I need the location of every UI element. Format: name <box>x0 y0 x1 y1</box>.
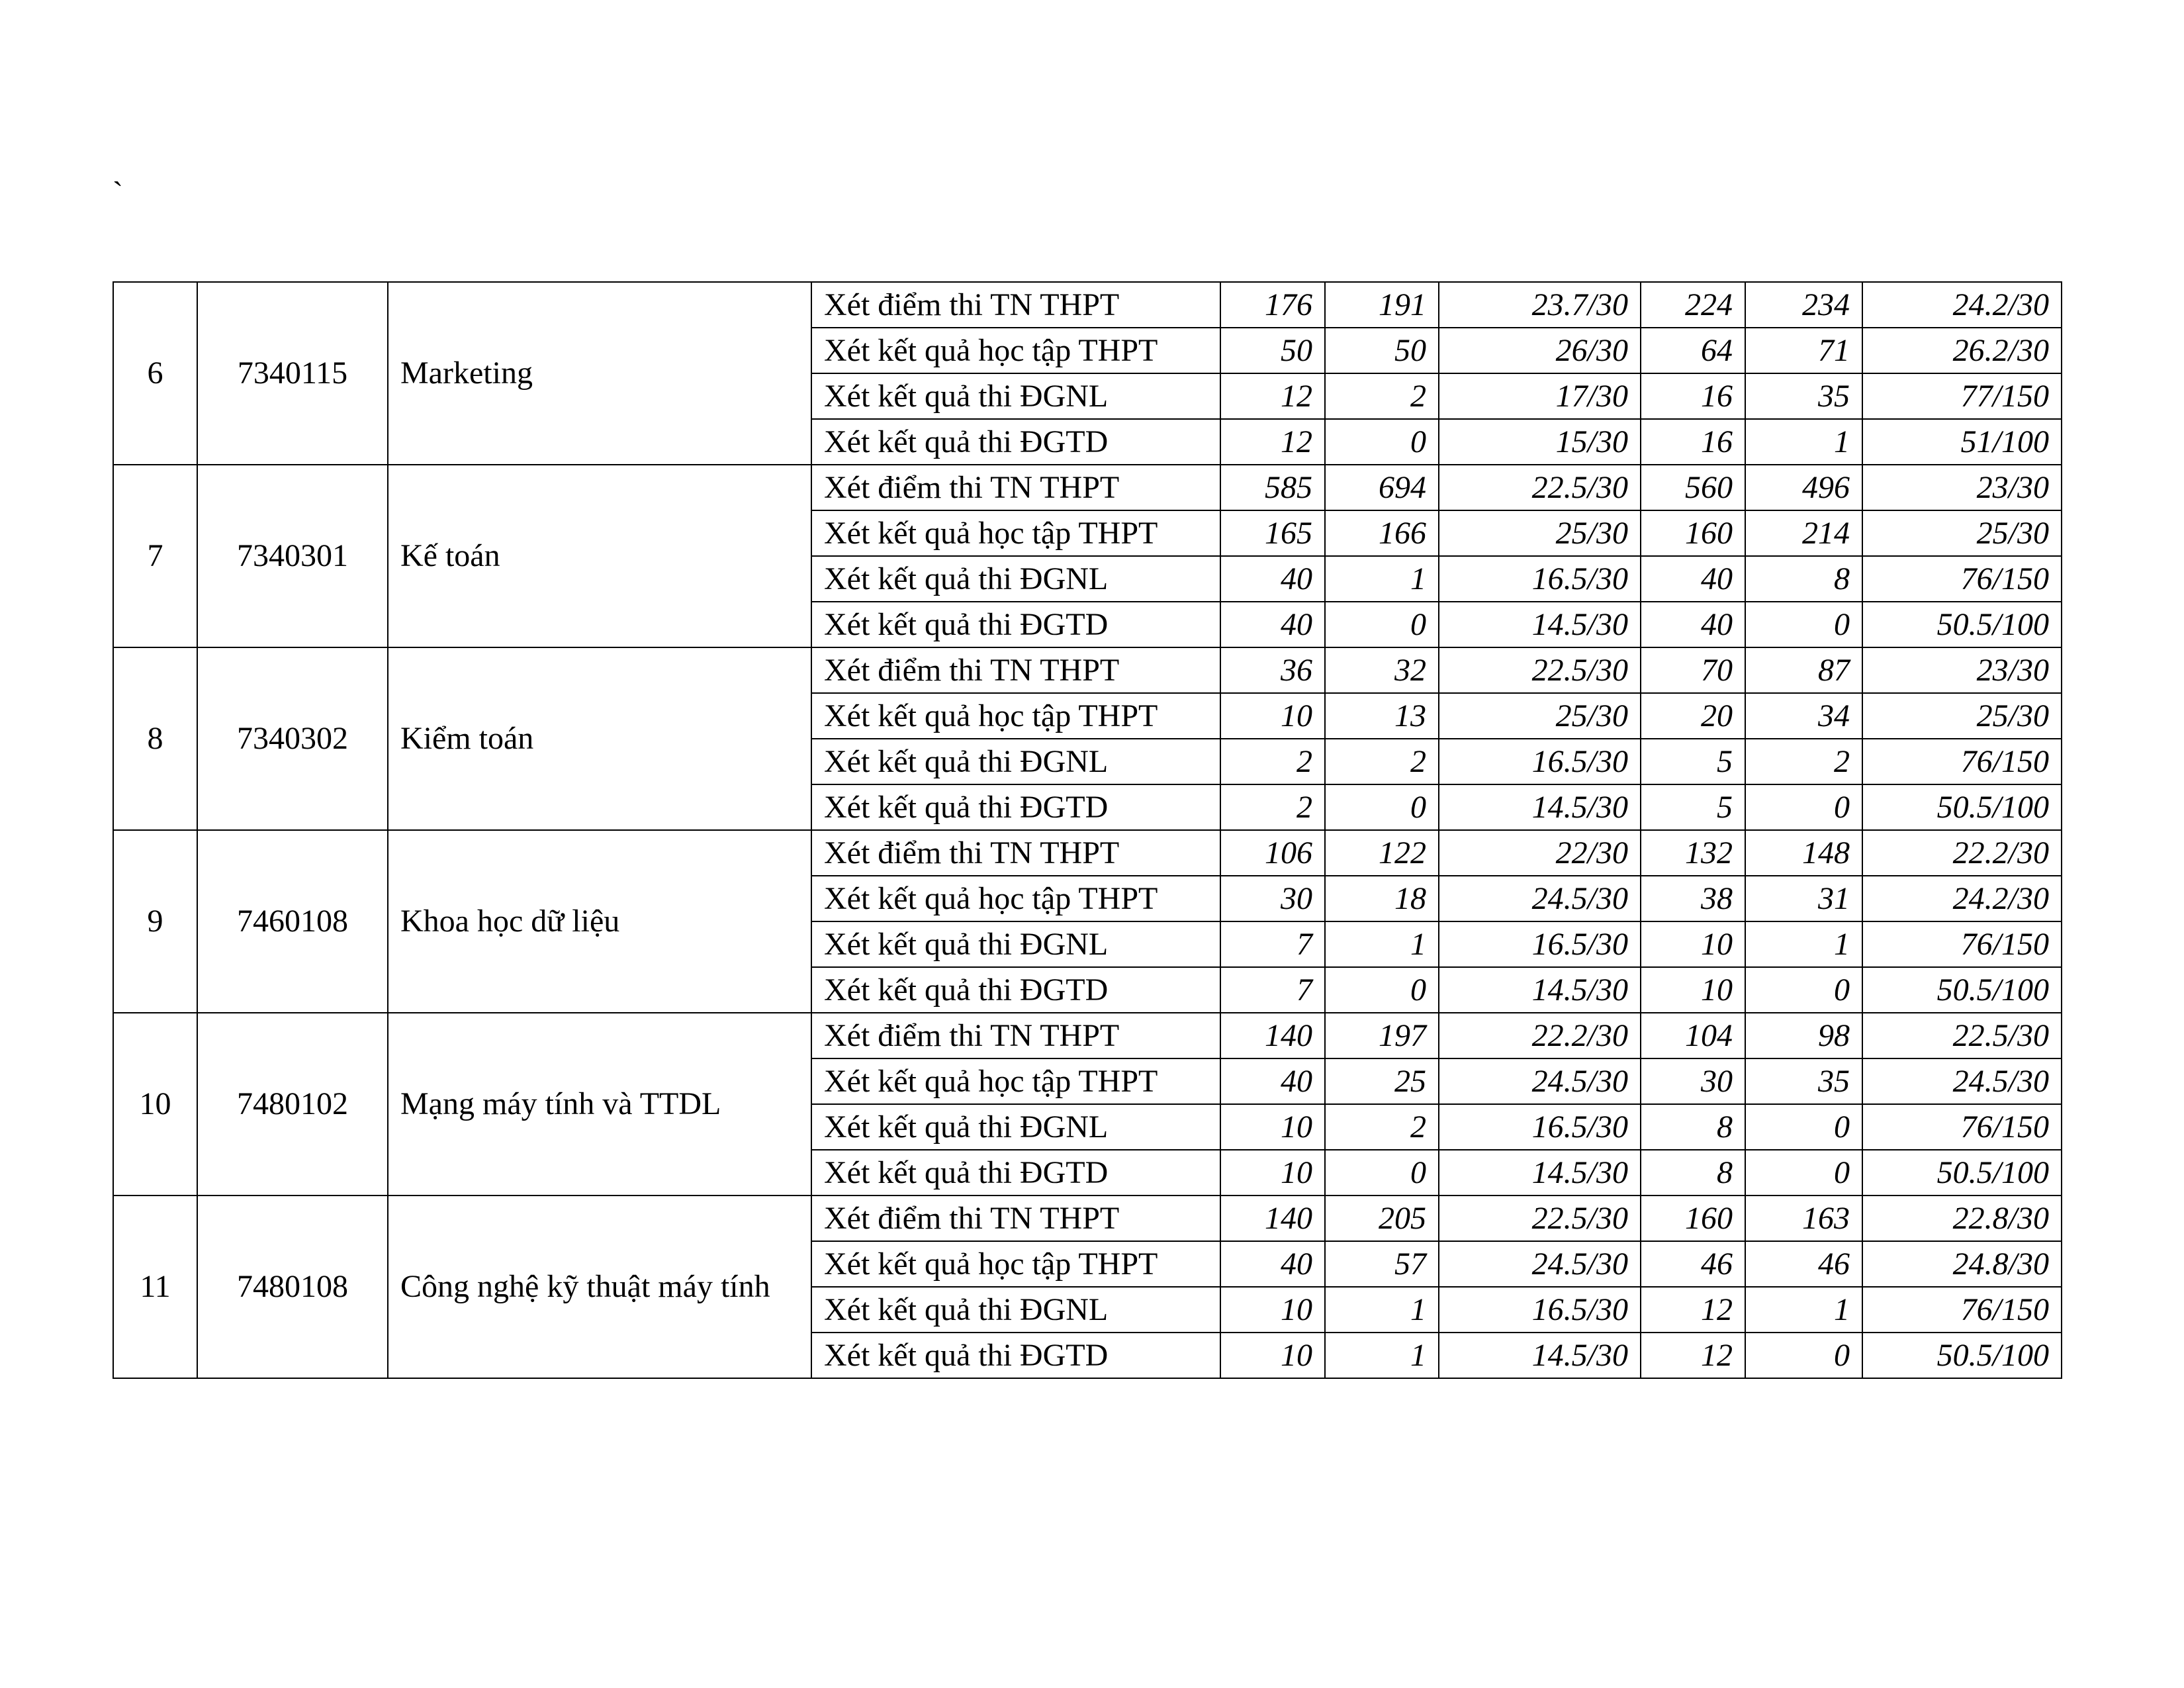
stray-mark: ` <box>113 175 123 211</box>
value-cell: 57 <box>1325 1241 1439 1287</box>
admission-method-cell: Xét điểm thi TN THPT <box>811 465 1220 510</box>
value-cell: 20 <box>1641 693 1745 739</box>
value-cell: 26.2/30 <box>1862 328 2062 373</box>
value-cell: 12 <box>1641 1333 1745 1378</box>
value-cell: 10 <box>1641 921 1745 967</box>
admission-method-cell: Xét điểm thi TN THPT <box>811 647 1220 693</box>
value-cell: 76/150 <box>1862 1104 2062 1150</box>
value-cell: 0 <box>1325 967 1439 1013</box>
value-cell: 1 <box>1745 921 1862 967</box>
value-cell: 15/30 <box>1439 419 1641 465</box>
admission-method-cell: Xét kết quả thi ĐGNL <box>811 739 1220 784</box>
value-cell: 76/150 <box>1862 921 2062 967</box>
value-cell: 16 <box>1641 419 1745 465</box>
value-cell: 50.5/100 <box>1862 1150 2062 1196</box>
value-cell: 1 <box>1745 419 1862 465</box>
value-cell: 24.5/30 <box>1862 1058 2062 1104</box>
value-cell: 132 <box>1641 830 1745 876</box>
program-code-cell: 7340301 <box>197 465 388 647</box>
value-cell: 22.2/30 <box>1439 1013 1641 1058</box>
value-cell: 16.5/30 <box>1439 921 1641 967</box>
admission-method-cell: Xét kết quả học tập THPT <box>811 876 1220 921</box>
value-cell: 14.5/30 <box>1439 602 1641 647</box>
value-cell: 25/30 <box>1862 510 2062 556</box>
value-cell: 30 <box>1641 1058 1745 1104</box>
value-cell: 694 <box>1325 465 1439 510</box>
value-cell: 8 <box>1641 1104 1745 1150</box>
value-cell: 51/100 <box>1862 419 2062 465</box>
value-cell: 76/150 <box>1862 1287 2062 1333</box>
value-cell: 10 <box>1220 1287 1325 1333</box>
value-cell: 160 <box>1641 1196 1745 1241</box>
value-cell: 1 <box>1325 1287 1439 1333</box>
value-cell: 176 <box>1220 282 1325 328</box>
program-code-cell: 7480108 <box>197 1196 388 1378</box>
admission-method-cell: Xét điểm thi TN THPT <box>811 830 1220 876</box>
value-cell: 7 <box>1220 967 1325 1013</box>
value-cell: 32 <box>1325 647 1439 693</box>
program-name-cell: Mạng máy tính và TTDL <box>388 1013 811 1196</box>
value-cell: 2 <box>1325 739 1439 784</box>
value-cell: 2 <box>1325 1104 1439 1150</box>
admission-method-cell: Xét kết quả thi ĐGTD <box>811 1333 1220 1378</box>
value-cell: 87 <box>1745 647 1862 693</box>
value-cell: 10 <box>1220 1333 1325 1378</box>
value-cell: 24.5/30 <box>1439 876 1641 921</box>
value-cell: 26/30 <box>1439 328 1641 373</box>
value-cell: 104 <box>1641 1013 1745 1058</box>
value-cell: 214 <box>1745 510 1862 556</box>
admission-method-cell: Xét kết quả học tập THPT <box>811 1058 1220 1104</box>
program-name-cell: Công nghệ kỹ thuật máy tính <box>388 1196 811 1378</box>
value-cell: 496 <box>1745 465 1862 510</box>
value-cell: 234 <box>1745 282 1862 328</box>
value-cell: 0 <box>1745 602 1862 647</box>
value-cell: 17/30 <box>1439 373 1641 419</box>
program-name-cell: Kế toán <box>388 465 811 647</box>
admission-method-cell: Xét điểm thi TN THPT <box>811 282 1220 328</box>
value-cell: 18 <box>1325 876 1439 921</box>
value-cell: 205 <box>1325 1196 1439 1241</box>
value-cell: 16.5/30 <box>1439 739 1641 784</box>
program-code-cell: 7340115 <box>197 282 388 465</box>
value-cell: 10 <box>1220 1104 1325 1150</box>
value-cell: 98 <box>1745 1013 1862 1058</box>
value-cell: 1 <box>1325 921 1439 967</box>
value-cell: 1 <box>1325 556 1439 602</box>
value-cell: 24.2/30 <box>1862 876 2062 921</box>
table-row <box>113 1013 2062 1058</box>
value-cell: 14.5/30 <box>1439 967 1641 1013</box>
value-cell: 16 <box>1641 373 1745 419</box>
value-cell: 0 <box>1325 602 1439 647</box>
value-cell: 40 <box>1220 1241 1325 1287</box>
value-cell: 5 <box>1641 784 1745 830</box>
value-cell: 50 <box>1220 328 1325 373</box>
admission-method-cell: Xét kết quả thi ĐGNL <box>811 556 1220 602</box>
admission-method-cell: Xét kết quả thi ĐGTD <box>811 419 1220 465</box>
value-cell: 30 <box>1220 876 1325 921</box>
admission-method-cell: Xét kết quả học tập THPT <box>811 1241 1220 1287</box>
program-code-cell: 7460108 <box>197 830 388 1013</box>
value-cell: 8 <box>1745 556 1862 602</box>
value-cell: 22.5/30 <box>1439 465 1641 510</box>
admission-method-cell: Xét điểm thi TN THPT <box>811 1013 1220 1058</box>
stt-cell: 8 <box>113 647 197 830</box>
value-cell: 12 <box>1641 1287 1745 1333</box>
value-cell: 148 <box>1745 830 1862 876</box>
value-cell: 10 <box>1220 1150 1325 1196</box>
admission-method-cell: Xét kết quả thi ĐGNL <box>811 1287 1220 1333</box>
table-row <box>113 282 2062 328</box>
value-cell: 0 <box>1745 1104 1862 1150</box>
value-cell: 35 <box>1745 1058 1862 1104</box>
value-cell: 10 <box>1641 967 1745 1013</box>
value-cell: 50.5/100 <box>1862 967 2062 1013</box>
value-cell: 22.2/30 <box>1862 830 2062 876</box>
value-cell: 2 <box>1745 739 1862 784</box>
value-cell: 7 <box>1220 921 1325 967</box>
value-cell: 2 <box>1220 784 1325 830</box>
value-cell: 23/30 <box>1862 647 2062 693</box>
value-cell: 16.5/30 <box>1439 1104 1641 1150</box>
admission-method-cell: Xét kết quả thi ĐGTD <box>811 1150 1220 1196</box>
value-cell: 160 <box>1641 510 1745 556</box>
value-cell: 46 <box>1641 1241 1745 1287</box>
value-cell: 38 <box>1641 876 1745 921</box>
table-body <box>113 282 2062 1378</box>
value-cell: 14.5/30 <box>1439 1333 1641 1378</box>
value-cell: 0 <box>1745 1333 1862 1378</box>
value-cell: 22.5/30 <box>1439 1196 1641 1241</box>
admissions-table <box>113 281 2062 1379</box>
value-cell: 50.5/100 <box>1862 784 2062 830</box>
value-cell: 34 <box>1745 693 1862 739</box>
value-cell: 5 <box>1641 739 1745 784</box>
value-cell: 16.5/30 <box>1439 556 1641 602</box>
stt-cell: 7 <box>113 465 197 647</box>
value-cell: 165 <box>1220 510 1325 556</box>
admission-method-cell: Xét kết quả thi ĐGNL <box>811 921 1220 967</box>
value-cell: 12 <box>1220 419 1325 465</box>
value-cell: 140 <box>1220 1196 1325 1241</box>
program-code-cell: 7480102 <box>197 1013 388 1196</box>
admission-method-cell: Xét điểm thi TN THPT <box>811 1196 1220 1241</box>
value-cell: 197 <box>1325 1013 1439 1058</box>
program-code-cell: 7340302 <box>197 647 388 830</box>
admission-method-cell: Xét kết quả học tập THPT <box>811 510 1220 556</box>
stt-cell: 10 <box>113 1013 197 1196</box>
value-cell: 46 <box>1745 1241 1862 1287</box>
value-cell: 24.8/30 <box>1862 1241 2062 1287</box>
table-row <box>113 830 2062 876</box>
value-cell: 10 <box>1220 693 1325 739</box>
value-cell: 12 <box>1220 373 1325 419</box>
value-cell: 23/30 <box>1862 465 2062 510</box>
value-cell: 71 <box>1745 328 1862 373</box>
value-cell: 22.5/30 <box>1439 647 1641 693</box>
value-cell: 585 <box>1220 465 1325 510</box>
value-cell: 40 <box>1220 556 1325 602</box>
admission-method-cell: Xét kết quả thi ĐGTD <box>811 967 1220 1013</box>
value-cell: 0 <box>1325 1150 1439 1196</box>
value-cell: 1 <box>1745 1287 1862 1333</box>
admission-method-cell: Xét kết quả thi ĐGTD <box>811 784 1220 830</box>
value-cell: 50 <box>1325 328 1439 373</box>
table-row <box>113 465 2062 510</box>
value-cell: 36 <box>1220 647 1325 693</box>
program-name-cell: Marketing <box>388 282 811 465</box>
value-cell: 13 <box>1325 693 1439 739</box>
value-cell: 2 <box>1220 739 1325 784</box>
stt-cell: 6 <box>113 282 197 465</box>
value-cell: 166 <box>1325 510 1439 556</box>
value-cell: 24.5/30 <box>1439 1058 1641 1104</box>
value-cell: 1 <box>1325 1333 1439 1378</box>
value-cell: 31 <box>1745 876 1862 921</box>
admission-method-cell: Xét kết quả học tập THPT <box>811 328 1220 373</box>
value-cell: 35 <box>1745 373 1862 419</box>
value-cell: 77/150 <box>1862 373 2062 419</box>
admission-method-cell: Xét kết quả học tập THPT <box>811 693 1220 739</box>
value-cell: 64 <box>1641 328 1745 373</box>
value-cell: 0 <box>1325 784 1439 830</box>
value-cell: 140 <box>1220 1013 1325 1058</box>
value-cell: 0 <box>1325 419 1439 465</box>
value-cell: 8 <box>1641 1150 1745 1196</box>
program-name-cell: Khoa học dữ liệu <box>388 830 811 1013</box>
value-cell: 0 <box>1745 1150 1862 1196</box>
value-cell: 22.5/30 <box>1862 1013 2062 1058</box>
value-cell: 14.5/30 <box>1439 784 1641 830</box>
value-cell: 163 <box>1745 1196 1862 1241</box>
table-row <box>113 647 2062 693</box>
value-cell: 16.5/30 <box>1439 1287 1641 1333</box>
value-cell: 191 <box>1325 282 1439 328</box>
program-name-cell: Kiểm toán <box>388 647 811 830</box>
value-cell: 25 <box>1325 1058 1439 1104</box>
value-cell: 40 <box>1220 1058 1325 1104</box>
value-cell: 224 <box>1641 282 1745 328</box>
value-cell: 40 <box>1641 556 1745 602</box>
value-cell: 24.2/30 <box>1862 282 2062 328</box>
stt-cell: 11 <box>113 1196 197 1378</box>
value-cell: 76/150 <box>1862 556 2062 602</box>
value-cell: 560 <box>1641 465 1745 510</box>
table-row <box>113 1196 2062 1241</box>
value-cell: 25/30 <box>1439 510 1641 556</box>
admission-method-cell: Xét kết quả thi ĐGTD <box>811 602 1220 647</box>
value-cell: 25/30 <box>1439 693 1641 739</box>
value-cell: 2 <box>1325 373 1439 419</box>
value-cell: 76/150 <box>1862 739 2062 784</box>
value-cell: 22.8/30 <box>1862 1196 2062 1241</box>
value-cell: 106 <box>1220 830 1325 876</box>
value-cell: 24.5/30 <box>1439 1241 1641 1287</box>
value-cell: 40 <box>1641 602 1745 647</box>
value-cell: 0 <box>1745 967 1862 1013</box>
value-cell: 14.5/30 <box>1439 1150 1641 1196</box>
admission-method-cell: Xét kết quả thi ĐGNL <box>811 373 1220 419</box>
value-cell: 22/30 <box>1439 830 1641 876</box>
value-cell: 0 <box>1745 784 1862 830</box>
value-cell: 40 <box>1220 602 1325 647</box>
admission-method-cell: Xét kết quả thi ĐGNL <box>811 1104 1220 1150</box>
value-cell: 50.5/100 <box>1862 1333 2062 1378</box>
value-cell: 23.7/30 <box>1439 282 1641 328</box>
value-cell: 122 <box>1325 830 1439 876</box>
value-cell: 50.5/100 <box>1862 602 2062 647</box>
stt-cell: 9 <box>113 830 197 1013</box>
value-cell: 70 <box>1641 647 1745 693</box>
value-cell: 25/30 <box>1862 693 2062 739</box>
